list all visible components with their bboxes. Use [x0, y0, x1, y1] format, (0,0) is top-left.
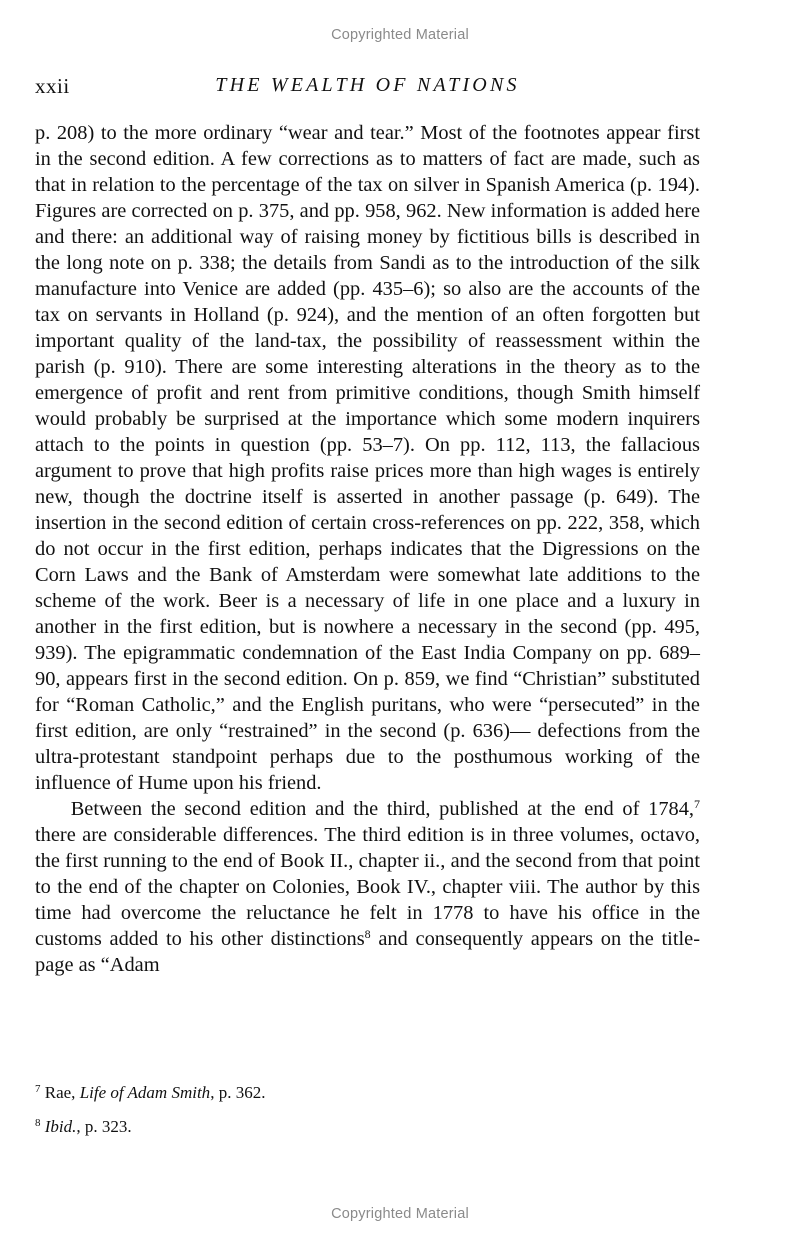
paragraph-continued: p. 208) to the more ordinary “wear and tear.” Most of the footnotes appear first in the second edition. A few corrections as to matters of fact are made, such as that in relation to the percentage of the tax on silver in Spanish America (p. 194). Figures are corrected on p. 375, and pp. 958, 962. New information is added here and there: an additional way of raising money by fictitious bills is described in the long note on p. 338; the details from Sandi as to the introduction of the silk manufacture into Venice are added (pp. 435–6); so also are the accounts of the tax on servants in Holland (p. 924), and the mention of an often forgotten but important quality of the land-tax, the possibility of reassessment within the parish (p. 910). There are some interesting alterations in the theory as to the emergence of profit and rent from primitive conditions, though Smith himself would probably be surprised at the importance which some modern inquirers attach to the points in question (pp. 53–7). On pp. 112, 113, the fallacious argument to prove that high profits raise prices more than high wages is entirely new, though the doctrine itself is asserted in another passage (p. 649). The insertion in the second edition of certain cross-references on pp. 222, 358, which do not occur in the first edition, perhaps indicates that the Digressions on the Corn Laws and the Bank of Amsterdam were somewhat late additions to the scheme of the work. Beer is a necessary of life in one place and a luxury in another in the first edition, but is nowhere a necessary in the second (pp. 495, 939). The epigrammatic condemnation of the East India Company on pp. 689–90, appears first in the second edition. On p. 859, we find “Christian” substituted for “Roman Catholic,” and the English puritans, who were “persecuted” in the first edition, are only “restrained” in the second (p. 636)— defections from the ultra-protestant standpoint perhaps due to the posthumous working of the influence of Hume upon his friend. — [35, 122, 700, 794]
paragraph-second — [35, 796, 700, 978]
footnote-8 — [35, 1117, 700, 1137]
footnote-text: , p. 362. — [210, 1083, 266, 1102]
page-number: xxii — [35, 74, 70, 98]
footnote-text: , p. 323. — [76, 1117, 132, 1136]
copyright-watermark-bottom: Copyrighted Material — [331, 1206, 469, 1222]
footnotes — [35, 1083, 700, 1151]
footnote-mark: 8 — [35, 1117, 41, 1129]
footnote-mark: 7 — [35, 1083, 41, 1095]
paragraph-text: Between the second edition and the third, published at the end of 1784, — [70, 798, 694, 820]
running-title: THE WEALTH OF NATIONS — [215, 74, 520, 96]
running-header — [35, 74, 700, 102]
footnote-reference-8: 8 — [364, 927, 371, 941]
footnote-title: Life of Adam Smith — [79, 1083, 211, 1102]
copyright-watermark-top: Copyrighted Material — [331, 27, 469, 43]
footnote-text: Rae, — [44, 1083, 80, 1102]
body-text — [35, 120, 700, 978]
footnote-title: Ibid. — [44, 1117, 77, 1136]
footnote-7 — [35, 1083, 700, 1103]
paragraph-text: there are considerable differences. The third edition is in three volumes, octavo, the first running to the end of Book II., chapter ii., and the second from that point to the end of the chapter on Colonies, Book IV., chapter viii. The author by this time had overcome the reluctance he felt in 1778 to have his office in the customs added to his other distinctions — [35, 824, 700, 950]
paragraph-text: and consequently appears on the title-page as “Adam — [35, 928, 701, 976]
footnote-reference-7: 7 — [694, 797, 700, 811]
